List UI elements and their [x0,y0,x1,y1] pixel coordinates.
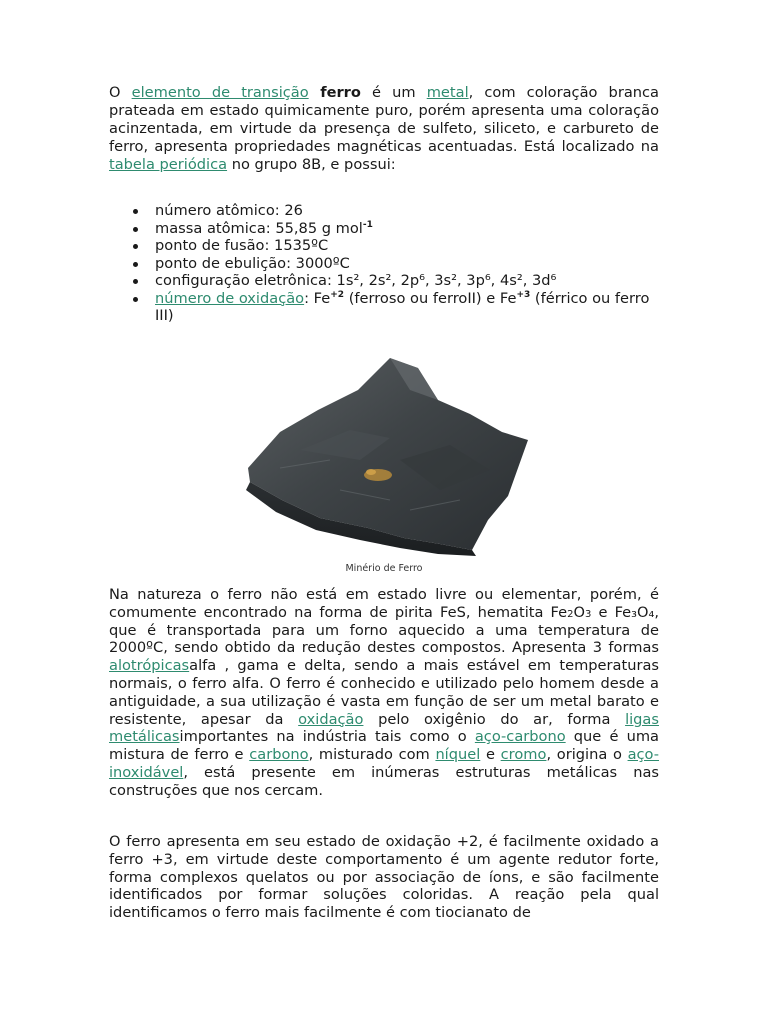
link-aco-inoxidavel[interactable]: aço-inoxidável [109,746,659,781]
prop-oxidation-text: (ferroso ou ferroII) e Fe [344,289,517,307]
prop-atomic-number: número atômico: 26 [155,202,303,219]
superscript: +3 [516,289,531,300]
link-carbono[interactable]: carbono [249,746,309,764]
prop-electron-config: configuração eletrônica: 1s², 2s², 2p⁶, 3s², 3p⁶, 4s², 3d⁶ [155,272,557,289]
intro-text: é um [360,84,427,101]
subscript: 3 [584,608,592,620]
para-text: pelo oxigênio do ar, forma [363,710,626,728]
para-text: alfa , gama e delta, sendo a mais estável em temperaturas normais, o ferro alfa. O ferro é conhecido e utilizado pelo homem desde a antiguidade, a sua utilização é vasta em função de ser um metal barato e resistente, apesar da [109,657,659,728]
body-paragraph [109,586,659,800]
link-aco-carbono[interactable]: aço-carbono [474,728,566,746]
properties-list [131,202,659,325]
list-item [131,220,659,238]
link-alotropicas[interactable]: alotrópicas [109,657,190,675]
para-text: importantes na indústria tais como o [179,728,475,746]
link-cromo[interactable]: cromo [500,746,547,764]
iron-ore-rock-illustration [240,350,530,556]
link-niquel[interactable]: níquel [435,746,481,764]
prop-melting-point: ponto de fusão: 1535ºC [155,237,329,254]
subscript: 2 [567,608,574,620]
intro-text: , com coloração branca prateada em estado quimicamente puro, porém apresenta uma coloração acinzentada, em virtude da presença de sulfeto, siliceto, e carbureto de ferro, apresenta propriedades magnéticas acentuadas. Está localizado na [109,84,659,155]
list-item [131,202,659,220]
prop-atomic-mass: massa atômica: 55,85 g mol [155,219,363,237]
link-oxidacao[interactable]: oxidação [298,710,364,728]
link-elemento-de-transicao[interactable]: elemento de transição [131,84,309,101]
para-text: Na natureza o ferro não está em estado livre ou elementar, porém, é comumente encontrado na forma de pirita FeS, hematita Fe [109,586,659,621]
intro-section [109,84,659,325]
paragraph-oxidacao [109,833,659,922]
prop-boiling-point: ponto de ebulição: 3000ºC [155,254,350,272]
link-metal[interactable]: metal [426,84,469,101]
para-text: , origina o [546,746,628,764]
superscript: +2 [330,289,345,300]
para-text: , está presente em inúmeras estruturas metálicas nas construções que nos cercam. [109,763,659,799]
intro-text: O [109,84,132,101]
para-text: e [480,746,501,764]
para-text: que é uma mistura de ferro e [109,728,659,764]
term-ferro: ferro [308,84,361,101]
link-numero-de-oxidacao[interactable]: número de oxidação [155,289,305,307]
prop-oxidation-text: (férrico ou ferro III) [155,289,650,324]
intro-text: no grupo 8B, e possui: [227,156,396,173]
list-item [131,237,659,255]
paragraph-natureza [109,586,659,800]
iron-ore-image [240,350,530,556]
prop-oxidation-text: : Fe [304,289,331,307]
para-text: , misturado com [308,746,436,764]
list-item [131,255,659,273]
body-paragraph: O ferro apresenta em seu estado de oxidação +2, é facilmente oxidado a ferro +3, em virtude deste comportamento é um agente redutor forte, forma complexos quelatos ou por associação de íons, e são facilmente identificados por formar soluções coloridas. A reação pela qual identificamos o ferro mais facilmente é com tiocianato de [109,833,659,922]
superscript: -1 [362,219,373,230]
link-tabela-periodica[interactable]: tabela periódica [109,156,228,173]
figure-caption: Minério de Ferro [345,563,423,574]
para-text: e Fe₃O₄, que é transportada para um forno aquecido a uma temperatura de 2000ºC, sendo obtido da redução destes compostos. Apresenta 3 formas [109,603,659,657]
link-ligas-metalicas[interactable]: ligas metálicas [109,710,659,746]
para-text: O [573,603,585,621]
list-item [131,290,659,325]
list-item [131,272,659,290]
intro-paragraph [109,84,659,174]
